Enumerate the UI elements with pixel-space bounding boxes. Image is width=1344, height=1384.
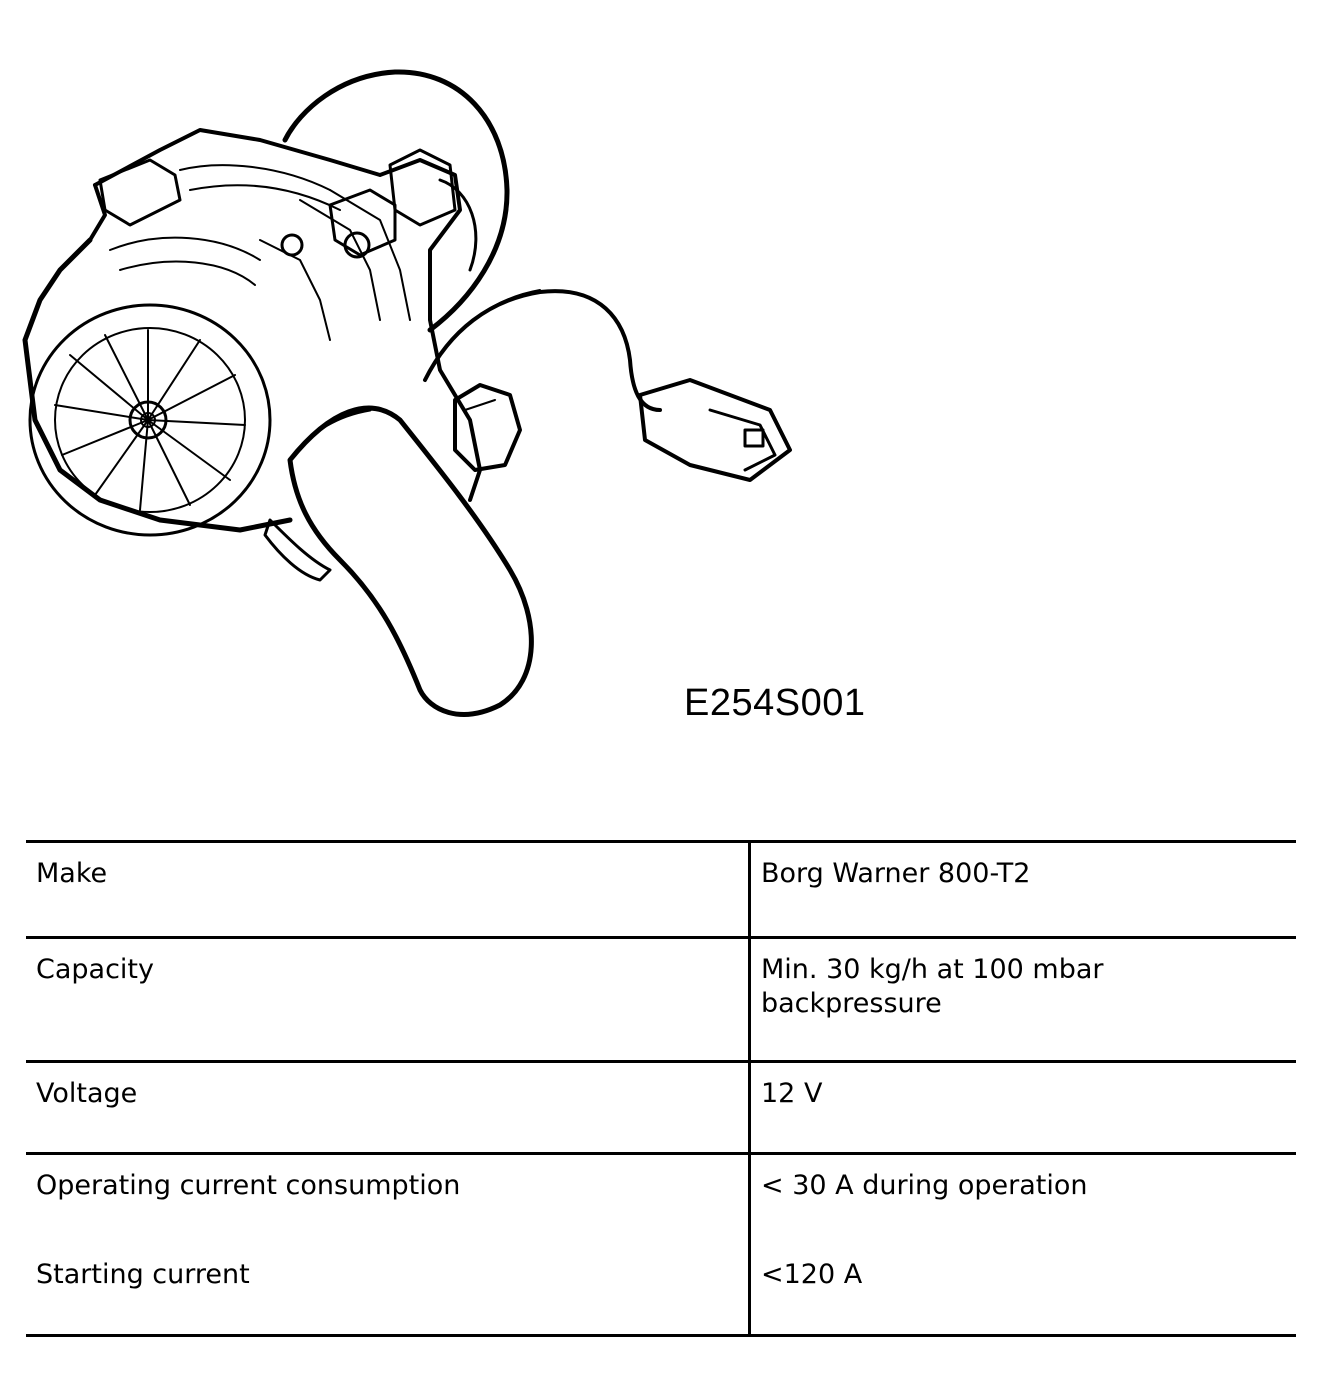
figure-code: E254S001 [684, 682, 866, 724]
spec-value: <120 A [750, 1244, 1297, 1336]
table-row [26, 1062, 1296, 1154]
spec-value: Borg Warner 800-T2 [750, 842, 1297, 938]
table-row [26, 938, 1296, 1062]
table-row [26, 1244, 1296, 1336]
spec-value: Min. 30 kg/h at 100 mbar backpressure [750, 938, 1297, 1062]
spec-label: Starting current [26, 1244, 750, 1336]
table-row [26, 1154, 1296, 1244]
spec-label: Operating current consumption [36, 1170, 461, 1201]
spec-label: Make [26, 842, 750, 938]
specification-table [26, 840, 1296, 1337]
spec-label: Capacity [26, 938, 750, 1062]
spec-value: 12 V [750, 1062, 1297, 1154]
spec-label: Voltage [26, 1062, 750, 1154]
table-row [26, 842, 1296, 938]
spec-value: < 30 A during operation [750, 1154, 1297, 1244]
